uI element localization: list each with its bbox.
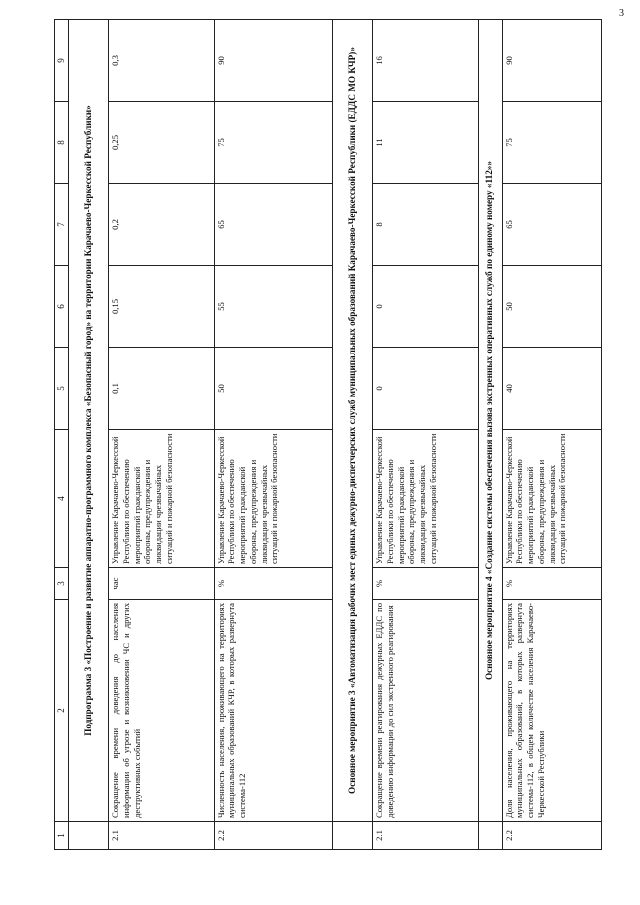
value-cell: 0 (373, 266, 478, 348)
col-header: 5 (55, 348, 69, 430)
section-title: Подпрограмма 3 «Построение и развитие аппаратно-программного комплекса «Безопасный город» на территории Карачаево-Черкесской Республики» (69, 20, 109, 822)
col-header: 1 (55, 822, 69, 850)
col-header: 6 (55, 266, 69, 348)
value-cell: 40 (502, 348, 601, 430)
section-title: Основное мероприятие 4 «Создание системы обеспечения вызова экстренных оперативных служб по единому номеру «112»» (478, 20, 502, 822)
section-blank-cell (478, 822, 502, 850)
responsible: Управление Карачаево-Черкесской Республики по обеспечению мероприятий гражданской обороны, предупреждения и ликвидации чрезвычайных ситуаций и пожарной безопасности (214, 430, 332, 568)
section-header (332, 20, 372, 850)
value-cell: 0,2 (109, 184, 214, 266)
table-row (109, 20, 214, 850)
table-row (373, 20, 478, 850)
unit: % (502, 568, 601, 600)
section-blank-cell (332, 822, 372, 850)
col-header: 9 (55, 20, 69, 102)
indicator-name: Доля населения, проживающего на территориях муниципальных образований, в которых развернута система-112, в общем количестве населения Карачаево-Черкесской Республики (502, 600, 601, 822)
indicator-name: Численность населения, проживающего на территориях муниципальных образований КЧР, в которых развернута система-112 (214, 600, 332, 822)
page-number: 3 (619, 8, 624, 19)
col-header: 7 (55, 184, 69, 266)
section-header (478, 20, 502, 850)
value-cell: 0,15 (109, 266, 214, 348)
value-cell: 0,1 (109, 348, 214, 430)
value-cell: 55 (214, 266, 332, 348)
row-number: 2.2 (214, 822, 332, 850)
col-header: 2 (55, 600, 69, 822)
table-row (502, 20, 601, 850)
value-cell: 0,25 (109, 102, 214, 184)
value-cell: 50 (502, 266, 601, 348)
section-title: Основное мероприятие 3 «Автоматизация рабочих мест единых дежурно-диспетчерских служб муниципальных образований Карачаево-Черкесской Республики (ЕДДС МО КЧР)» (332, 20, 372, 822)
section-header (69, 20, 109, 850)
indicators-table (54, 19, 602, 850)
unit: час (109, 568, 214, 600)
table-row (214, 20, 332, 850)
value-cell: 75 (502, 102, 601, 184)
value-cell: 0,3 (109, 20, 214, 102)
rotated-table-sheet (54, 20, 602, 850)
value-cell: 65 (214, 184, 332, 266)
value-cell: 8 (373, 184, 478, 266)
value-cell: 0 (373, 348, 478, 430)
indicator-name: Сокращение времени реагирования дежурных ЕДДС по доведению информации до сил экстренного реагирования (373, 600, 478, 822)
row-number: 2.2 (502, 822, 601, 850)
responsible: Управление Карачаево-Черкесской Республики по обеспечению мероприятий гражданской обороны, предупреждения и ликвидации чрезвычайных ситуаций и пожарной безопасности (109, 430, 214, 568)
value-cell: 11 (373, 102, 478, 184)
value-cell: 90 (214, 20, 332, 102)
row-number: 2.1 (109, 822, 214, 850)
column-number-row (55, 20, 69, 850)
value-cell: 16 (373, 20, 478, 102)
value-cell: 50 (214, 348, 332, 430)
unit: % (214, 568, 332, 600)
unit: % (373, 568, 478, 600)
col-header: 8 (55, 102, 69, 184)
responsible: Управление Карачаево-Черкесской Республики по обеспечению мероприятий гражданской обороны, предупреждения и ликвидации чрезвычайных ситуаций и пожарной безопасности (502, 430, 601, 568)
value-cell: 65 (502, 184, 601, 266)
value-cell: 75 (214, 102, 332, 184)
value-cell: 90 (502, 20, 601, 102)
col-header: 4 (55, 430, 69, 568)
col-header: 3 (55, 568, 69, 600)
responsible: Управление Карачаево-Черкесской Республики по обеспечению мероприятий гражданской обороны, предупреждения и ликвидации чрезвычайных ситуаций и пожарной безопасности (373, 430, 478, 568)
row-number: 2.1 (373, 822, 478, 850)
indicator-name: Сокращение времени доведения до населения информации об угрозе и возникновении ЧС и других деструктивных событий (109, 600, 214, 822)
section-blank-cell (69, 822, 109, 850)
